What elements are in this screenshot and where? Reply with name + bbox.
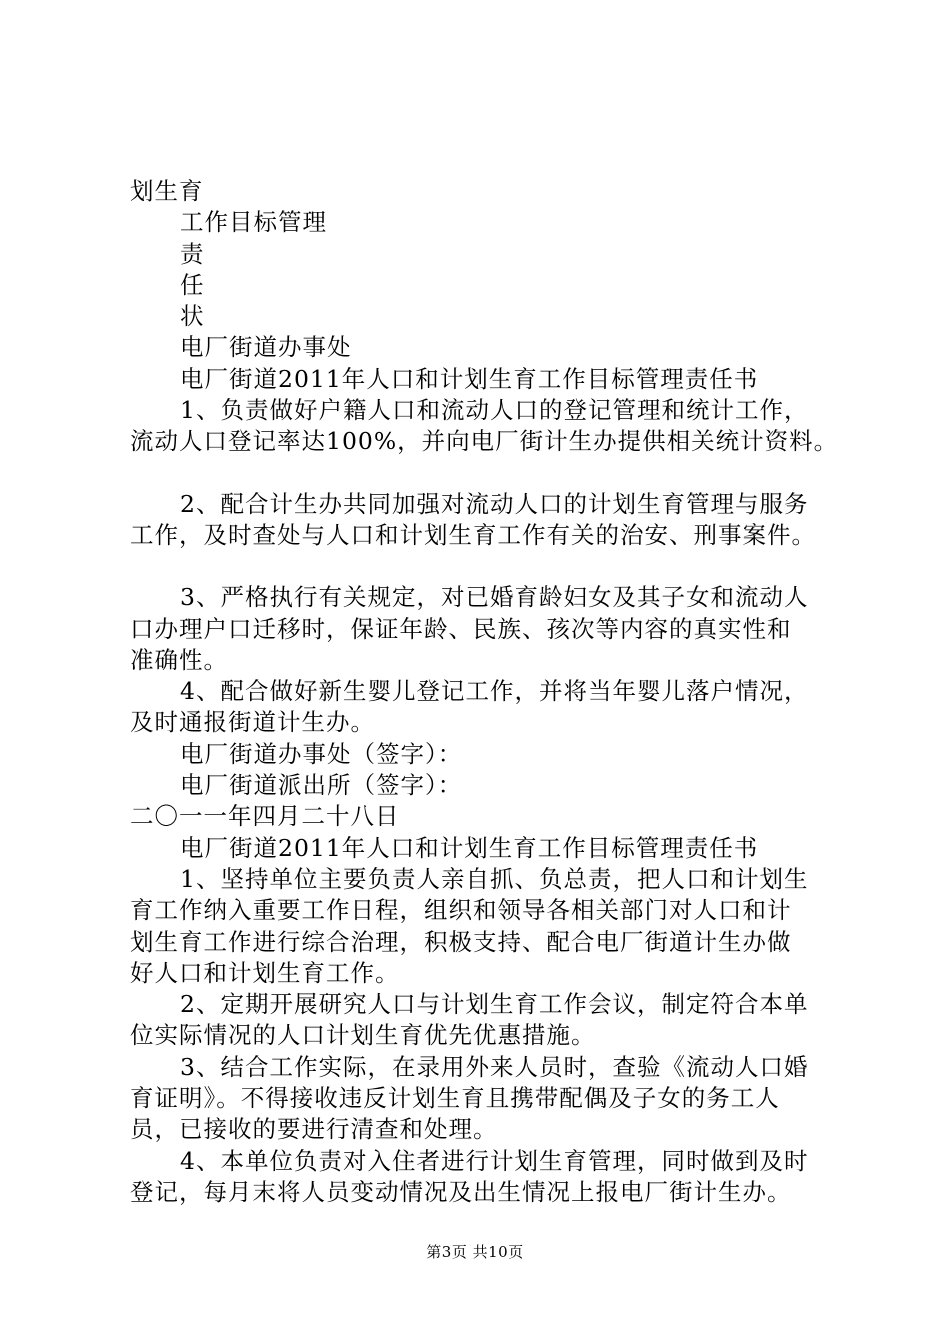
paragraph-line: 流动人口登记率达100%，并向电厂街计生办提供相关统计资料。 (130, 427, 839, 456)
paragraph-line: 及时通报街道计生办。 (130, 708, 375, 737)
document-body (130, 176, 840, 1208)
paragraph-line: 划生育工作进行综合治理，积极支持、配合电厂街道计生办做 (130, 927, 792, 956)
paragraph-line: 4、本单位负责对入住者进行计划生育管理，同时做到及时 (180, 1146, 809, 1175)
paragraph-line: 好人口和计划生育工作。 (130, 958, 400, 987)
text-line: 电厂街道办事处 (180, 333, 352, 362)
paragraph-line: 1、坚持单位主要负责人亲自抓、负总责，把人口和计划生 (180, 864, 809, 893)
paragraph-line: 2、定期开展研究人口与计划生育工作会议，制定符合本单 (180, 990, 809, 1019)
paragraph-line: 4、配合做好新生婴儿登记工作，并将当年婴儿落户情况， (180, 677, 809, 706)
text-line: 状 (180, 302, 205, 331)
paragraph-line: 口办理户口迁移时，保证年龄、民族、孩次等内容的真实性和 (130, 614, 792, 643)
text-line: 责 (180, 239, 205, 268)
text-line: 任 (180, 270, 205, 299)
paragraph-line: 育证明》。不得接收违反计划生育且携带配偶及子女的务工人 (130, 1084, 780, 1113)
paragraph-line: 位实际情况的人口计划生育优先优惠措施。 (130, 1021, 596, 1050)
paragraph-line: 准确性。 (130, 645, 228, 674)
document-title: 电厂街道2011年人口和计划生育工作目标管理责任书 (180, 833, 759, 862)
signature-line: 电厂街道派出所（签字）： (180, 771, 463, 800)
paragraph-line: 育工作纳入重要工作日程，组织和领导各相关部门对人口和计 (130, 896, 792, 925)
text-line: 划生育 (130, 177, 204, 205)
paragraph-line: 3、严格执行有关规定，对已婚育龄妇女及其子女和流动人 (180, 583, 809, 612)
paragraph-line: 3、结合工作实际，在录用外来人员时，查验《流动人口婚 (180, 1052, 809, 1081)
signature-line: 电厂街道办事处（签字）： (180, 739, 463, 768)
paragraph-line: 2、配合计生办共同加强对流动人口的计划生育管理与服务 (180, 489, 809, 518)
paragraph-line: 工作，及时查处与人口和计划生育工作有关的治安、刑事案件。 (130, 520, 816, 549)
text-line: 工作目标管理 (180, 208, 327, 237)
paragraph-line: 1、负责做好户籍人口和流动人口的登记管理和统计工作， (180, 396, 809, 425)
document-title: 电厂街道2011年人口和计划生育工作目标管理责任书 (180, 364, 759, 393)
page-number-footer: 第3页 共10页 (426, 1243, 524, 1261)
paragraph-line: 员，已接收的要进行清查和处理。 (130, 1115, 498, 1144)
paragraph-gap (130, 551, 840, 582)
paragraph-gap (130, 458, 840, 489)
paragraph-line: 登记，每月末将人员变动情况及出生情况上报电厂街计生办。 (130, 1177, 792, 1206)
date-line: 二〇一一年四月二十八日 (130, 802, 400, 831)
